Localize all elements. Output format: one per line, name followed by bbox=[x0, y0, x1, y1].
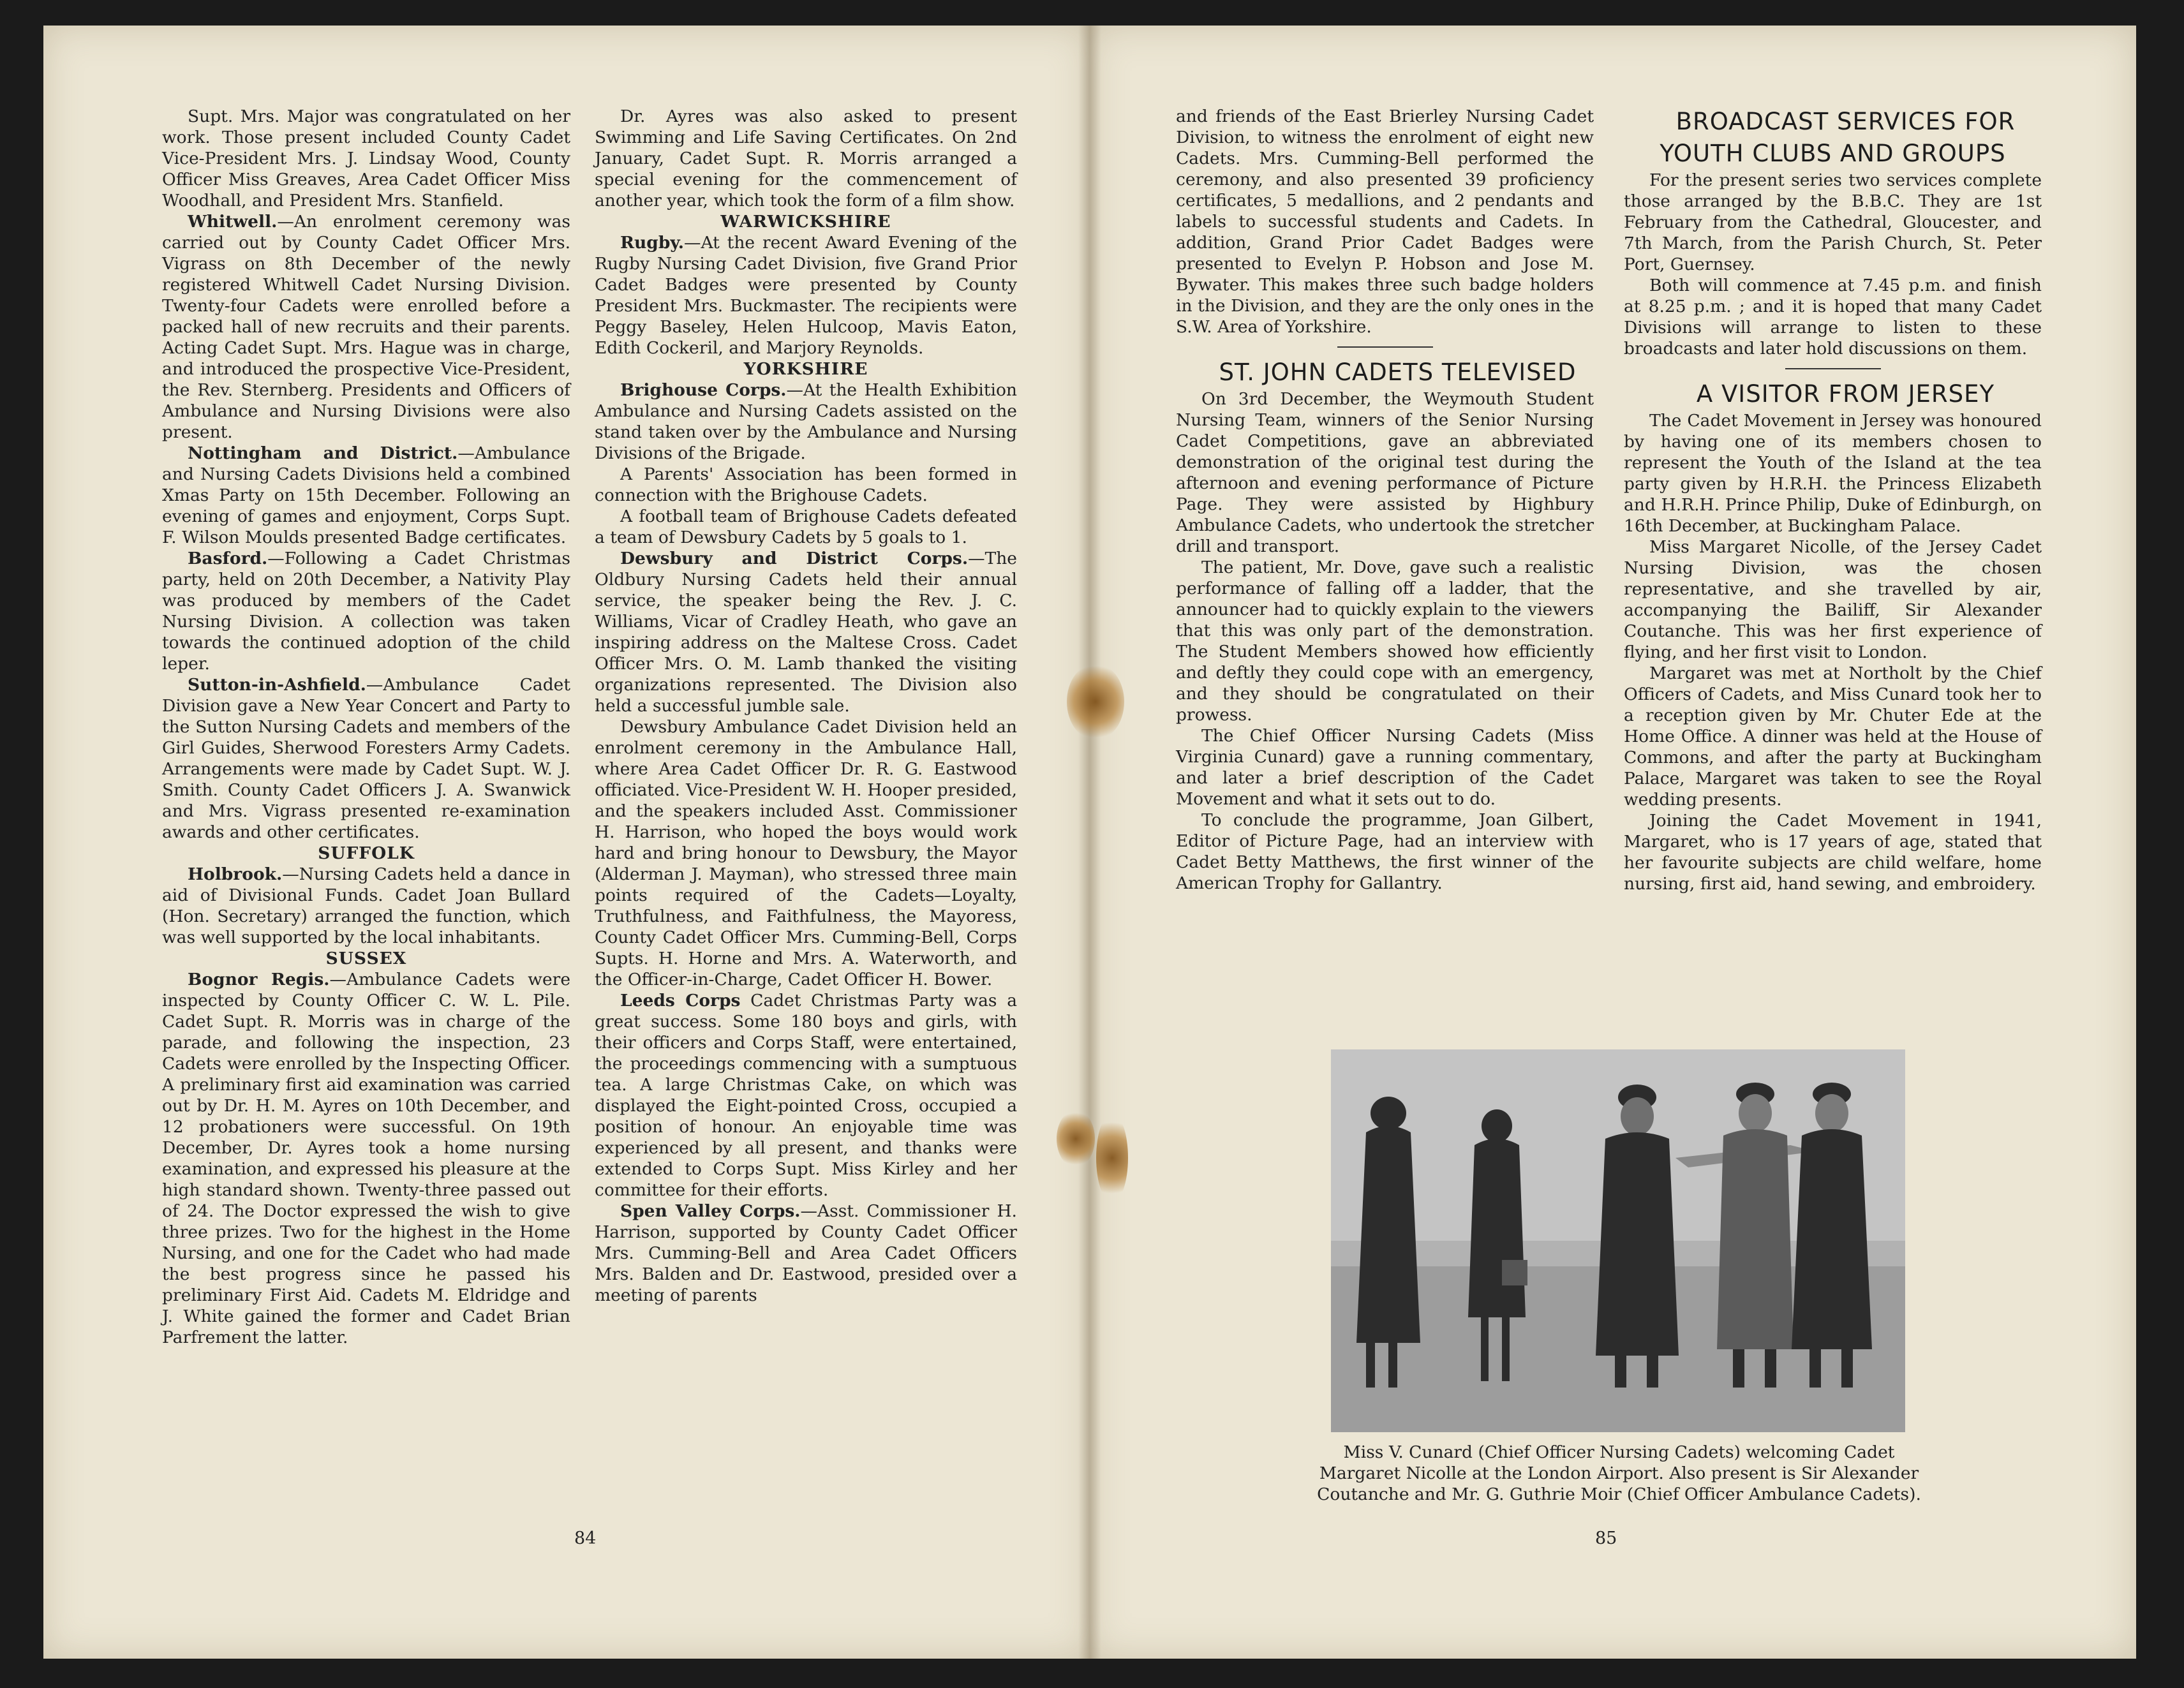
paragraph-text: A football team of Brighouse Cadets defeated a team of Dewsbury Cadets by 5 goals to 1. bbox=[595, 507, 1017, 547]
paragraph-text: Both will commence at 7.45 p.m. and finish at 8.25 p.m. ; and it is hoped that many Cadet Divisions will arrange to listen to these broadcasts and later hold discussions on them. bbox=[1624, 276, 2042, 359]
right-column-2 bbox=[1624, 106, 2042, 894]
paragraph-text: Dewsbury Ambulance Cadet Division held an enrolment ceremony in the Ambulance Hall, where Area Cadet Officer Dr. R. G. Eastwood officiated. Vice-President W. H. Hooper presided, and the speakers included Asst. Commissioner H. Harrison, who hoped the boys would work hard and bring honour to Dewsbury, the Mayor (Alderman J. Mayman), who stressed three main points required of the Cadets—Loyalty, Truthfulness, and Faithfulness, the Mayoress, County Cadet Officer Mrs. Cumming-Bell, Corps Supts. H. Horne and Mrs. A. Waterworth, and the Officer-in-Charge, Cadet Officer H. Bower. bbox=[595, 717, 1017, 989]
paragraph-text: —Nursing Cadets held a dance in aid of Divisional Funds. Cadet Joan Bullard (Hon. Secretary) arranged the function, which was well supported by the local inhabitants. bbox=[162, 864, 570, 947]
paragraph bbox=[595, 232, 1017, 359]
page-number-left: 84 bbox=[574, 1529, 597, 1548]
paragraph bbox=[1176, 389, 1594, 557]
left-column-1 bbox=[162, 106, 570, 1348]
paragraph bbox=[1624, 537, 2042, 663]
paragraph bbox=[595, 106, 1017, 211]
paragraph bbox=[1176, 725, 1594, 810]
paragraph-text: —The Oldbury Nursing Cadets held their annual service, the speaker being the Rev. J. C. Williams, Vicar of Cradley Heath, who gave an inspiring address on the Maltese Cross. Cadet Officer Mrs. O. M. Lamb thanked the visiting organizations represented. The Division also held a successful jumble sale. bbox=[595, 549, 1017, 716]
spine-shadow bbox=[1078, 26, 1101, 1659]
paragraph-text: —Asst. Commissioner H. Harrison, supported by County Cadet Officer Mrs. Cumming-Bell and Area Cadet Officers Mrs. Balden and Dr. Eastwood, presided over a meeting of parents bbox=[595, 1201, 1017, 1305]
paragraph-text: —At the recent Award Evening of the Rugby Nursing Cadet Division, five Grand Prior Cadet Badges were presented by County President Mrs. Buckmaster. The recipients were Peggy Baseley, Helen Hulcoop, Mavis Eaton, Edith Cockeril, and Marjory Reynolds. bbox=[595, 233, 1017, 358]
paragraph-text: The patient, Mr. Dove, gave such a realistic performance of falling off a ladder, that the announcer had to quickly explain to the viewers that this was only part of the demonstration. The Student Members showed how efficiently and deftly they could cope with an emergency, and they should be congratulated on their prowess. bbox=[1176, 558, 1594, 725]
paragraph-lead: Brighouse Corps. bbox=[620, 380, 787, 400]
paragraph bbox=[595, 548, 1017, 716]
paragraph bbox=[1624, 410, 2042, 537]
paragraph bbox=[1176, 810, 1594, 894]
paragraph bbox=[595, 506, 1017, 548]
paragraph bbox=[1624, 170, 2042, 275]
paragraph bbox=[1624, 663, 2042, 810]
paragraph bbox=[595, 464, 1017, 506]
paragraph-text: —Following a Cadet Christmas party, held on 20th December, a Nativity Play was produced by members of the Cadet Nursing Division. A collection was taken towards the continued adoption of the child leper. bbox=[162, 549, 570, 674]
article-heading: BROADCAST SERVICES FOR YOUTH CLUBS AND GROUPS bbox=[1660, 108, 2016, 167]
paragraph bbox=[1176, 557, 1594, 725]
section-heading: SUSSEX bbox=[325, 949, 407, 968]
paragraph bbox=[595, 716, 1017, 990]
paragraph-text: Joining the Cadet Movement in 1941, Margaret, who is 17 years of age, stated that her favourite subjects are child welfare, home nursing, first aid, hand sewing, and embroidery. bbox=[1624, 811, 2042, 894]
paragraph-lead: Spen Valley Corps. bbox=[620, 1201, 801, 1221]
paragraph-text: Margaret was met at Northolt by the Chief Officers of Cadets, and Miss Cunard took her to a reception given by Mr. Chuter Ede at the Home Office. A dinner was held at the House of Commons, and after the party at Buckingham Palace, Margaret was taken to see the Royal wedding presents. bbox=[1624, 663, 2042, 810]
paragraph-lead: Bognor Regis. bbox=[188, 970, 330, 989]
photograph-airport-greeting bbox=[1331, 1049, 1905, 1432]
paragraph-lead: Nottingham and District. bbox=[188, 443, 458, 463]
paragraph-text: —Ambulance Cadet Division gave a New Year Concert and Party to the Sutton Nursing Cadets and members of the Girl Guides, Sherwood Foresters Army Cadets. Arrangements were made by Cadet Supt. W. J. Smith. County Cadet Officers J. A. Swanwick and Mrs. Vigrass presented re-examination awards and other certificates. bbox=[162, 675, 570, 842]
page-number-right: 85 bbox=[1595, 1529, 1617, 1548]
stain-mark bbox=[1057, 1110, 1095, 1167]
paragraph-lead: Rugby. bbox=[620, 233, 684, 253]
section-divider bbox=[1785, 368, 1881, 369]
paragraph-lead: Holbrook. bbox=[188, 864, 283, 884]
paragraph bbox=[1624, 810, 2042, 894]
paragraph bbox=[1176, 106, 1594, 337]
paragraph-text: For the present series two services complete those arranged by the B.B.C. They are 1st February from the Cathedral, Gloucester, and 7th March, from the Parish Church, St. Peter Port, Guernsey. bbox=[1624, 170, 2042, 274]
paragraph-text: and friends of the East Brierley Nursing Cadet Division, to witness the enrolment of eight new Cadets. Mrs. Cumming-Bell performed the ceremony, and also presented 39 proficiency certificates, 5 medallions, and 2 pendants and labels to successful students and Cadets. In addition, Grand Prior Cadet Badges were presented to Evelyn P. Hobson and Jose M. Bywater. This makes three such badge holders in the Division, and they are the only ones in the S.W. Area of Yorkshire. bbox=[1176, 107, 1594, 337]
paragraph-text: —At the Health Exhibition Ambulance and Nursing Cadets assisted on the stand taken over by the Ambulance and Nursing Divisions of the Brigade. bbox=[595, 380, 1017, 463]
paragraph bbox=[162, 674, 570, 843]
paragraph-lead: Dewsbury and District Corps. bbox=[620, 549, 969, 568]
paragraph bbox=[595, 1201, 1017, 1306]
paragraph-text: —Ambulance Cadets were inspected by County Officer C. W. L. Pile. Cadet Supt. R. Morris was in charge of the parade, and following the inspection, 23 Cadets were enrolled by the Inspecting Officer. A preliminary first aid examination was carried out by Dr. H. M. Ayres on 10th December, and 12 probationers were successful. On 19th December, Dr. Ayres took a home nursing examination, and expressed his pleasure at the high standard shown. Twenty-three passed out of 24. The Doctor expressed the wish to give three prizes. Two for the highest in the Home Nursing, and one for the Cadet who had made the best progress since he passed his preliminary First Aid. Cadets M. Eldridge and J. White gained the former and Cadet Brian Parfrement the latter. bbox=[162, 970, 571, 1347]
paragraph-text: The Cadet Movement in Jersey was honoured by having one of its members chosen to represent the Youth of the Island at the tea party given by H.R.H. the Princess Elizabeth and H.R.H. Prince Philip, Duke of Edinburgh, on 16th December, at Buckingham Palace. bbox=[1624, 411, 2042, 536]
right-column-1 bbox=[1176, 106, 1594, 894]
paragraph bbox=[162, 211, 570, 443]
article-heading: ST. JOHN CADETS TELEVISED bbox=[1219, 359, 1577, 386]
photo-caption: Miss V. Cunard (Chief Officer Nursing Cadets) welcoming Cadet Margaret Nicolle at the London Airport. Also present is Sir Alexander Coutanche and Mr. G. Guthrie Moir (Chief Officer Ambulance Cadets). bbox=[1317, 1442, 1921, 1504]
paragraph-text: To conclude the programme, Joan Gilbert, Editor of Picture Page, had an interview with Cadet Betty Matthews, the first winner of the American Trophy for Gallantry. bbox=[1176, 810, 1594, 893]
paragraph-lead: Basford. bbox=[188, 549, 268, 568]
stain-mark bbox=[1096, 1113, 1128, 1203]
paragraph-text: On 3rd December, the Weymouth Student Nursing Team, winners of the Senior Nursing Cadet Competitions, gave an abbreviated demonstration of the original test during the afternoon and evening performance of Picture Page. They were assisted by Highbury Ambulance Cadets, who undertook the stretcher drill and transport. bbox=[1176, 389, 1594, 556]
paragraph-lead: Sutton-in-Ashfield. bbox=[188, 675, 366, 695]
paragraph bbox=[595, 380, 1017, 464]
paragraph bbox=[595, 990, 1017, 1201]
paragraph-text: Miss Margaret Nicolle, of the Jersey Cadet Nursing Division, was the chosen representative, and she travelled by air, accompanying the Bailiff, Sir Alexander Coutanche. This was her first experience of flying, and her first visit to London. bbox=[1624, 537, 2042, 662]
paragraph-lead: Whitwell. bbox=[188, 212, 278, 232]
stain-mark bbox=[1067, 663, 1124, 740]
section-heading: SUFFOLK bbox=[318, 843, 415, 863]
section-divider bbox=[1337, 346, 1433, 348]
left-column-2 bbox=[595, 106, 1017, 1306]
section-heading: YORKSHIRE bbox=[743, 359, 868, 379]
section-heading: WARWICKSHIRE bbox=[720, 212, 891, 232]
paragraph-text: The Chief Officer Nursing Cadets (Miss Virginia Cunard) gave a running commentary, and later a brief description of the Cadet Movement and what it sets out to do. bbox=[1176, 726, 1594, 809]
article-heading: A VISITOR FROM JERSEY bbox=[1696, 380, 1995, 408]
paragraph-text: —Ambulance and Nursing Cadets Divisions held a combined Xmas Party on 15th December. Following an evening of games and enjoyment, Corps Supt. F. Wilson Moulds presented Badge certificates. bbox=[162, 443, 570, 547]
paragraph-text: —An enrolment ceremony was carried out by County Cadet Officer Mrs. Vigrass on 8th December of the newly registered Whitwell Cadet Nursing Division. Twenty-four Cadets were enrolled before a packed hall of new recruits and their parents. Acting Cadet Supt. Mrs. Hague was in charge, and introduced the prospective Vice-President, the Rev. Sternberg. Presidents and Officers of Ambulance and Nursing Divisions were also present. bbox=[162, 212, 570, 442]
paragraph-lead: Leeds Corps bbox=[620, 991, 741, 1011]
paragraph bbox=[162, 548, 570, 674]
paragraph bbox=[162, 864, 570, 948]
paragraph bbox=[162, 106, 570, 211]
paragraph-text: Cadet Christmas Party was a great success. Some 180 boys and girls, with their officers and Corps Staff, were entertained, the proceedings commencing with a sumptuous tea. A large Christmas Cake, on which was displayed the Eight-pointed Cross, occupied a position of honour. An enjoyable time was experienced by all present, and thanks were extended to Corps Supt. Miss Kirley and her committee for their efforts. bbox=[595, 991, 1017, 1200]
paragraph-text: A Parents' Association has been formed in connection with the Brighouse Cadets. bbox=[595, 464, 1017, 505]
paragraph bbox=[162, 443, 570, 548]
paragraph-text: Dr. Ayres was also asked to present Swimming and Life Saving Certificates. On 2nd January, Cadet Supt. R. Morris arranged a special evening for the commencement of another year, which took the form of a film show. bbox=[595, 107, 1017, 211]
paragraph-text: Supt. Mrs. Major was congratulated on her work. Those present included County Cadet Vice-President Mrs. J. Lindsay Wood, County Officer Miss Greaves, Area Cadet Officer Miss Woodhall, and President Mrs. Stanfield. bbox=[162, 107, 570, 211]
paragraph bbox=[162, 969, 570, 1348]
photo-figures bbox=[1331, 1049, 1905, 1432]
paragraph bbox=[1624, 275, 2042, 359]
